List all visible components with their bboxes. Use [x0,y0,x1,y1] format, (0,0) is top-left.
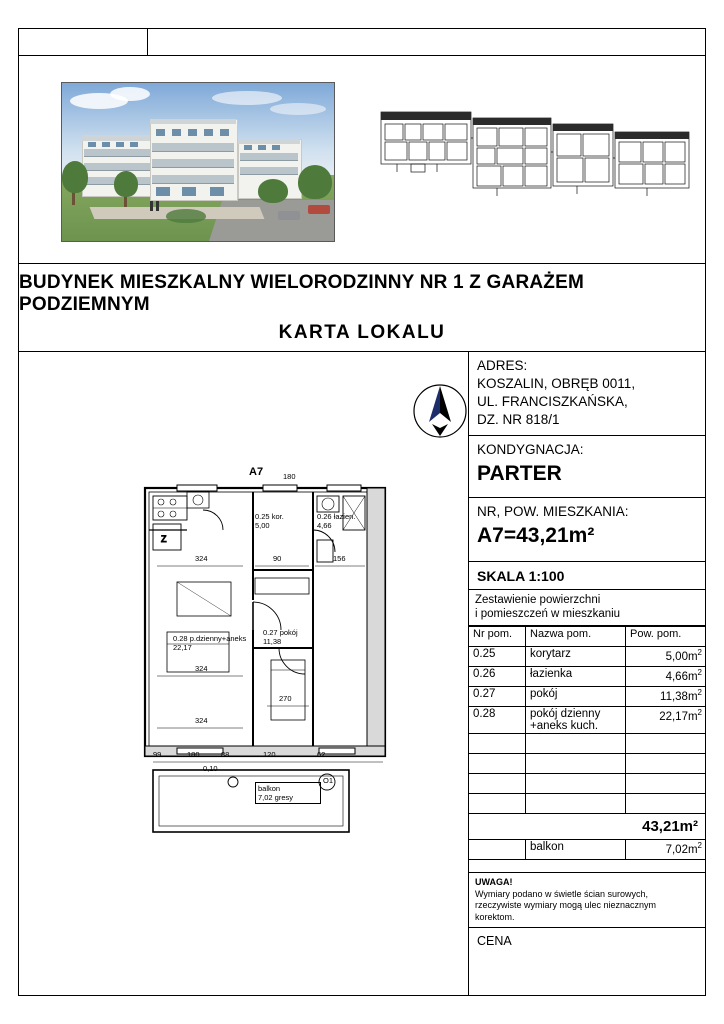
svg-text:Z: Z [161,534,167,544]
dim-0-10: 0,10 [203,764,218,773]
address-block [469,352,706,436]
window [272,145,280,150]
roof-edge [150,119,236,124]
table-row [469,794,706,814]
table-row [469,707,706,734]
address-line-1: KOSZALIN, OBRĘB 0011, [477,376,636,391]
roof-edge [238,139,300,144]
window [210,187,224,196]
dim-88: 88 [221,750,230,759]
window [220,129,229,136]
cloud-icon [110,87,150,101]
schedule-title-block [469,590,706,626]
building-visualisation [61,82,335,242]
scale-block [469,562,706,590]
cell-name: łazienka [526,667,626,687]
table-row [469,687,706,707]
cell-area: $11,38m^2$ [626,687,707,707]
apartment-floor-plan [27,466,457,970]
cloud-icon [270,103,326,115]
plan-unit-tag: A7 [249,466,264,478]
table-row [469,734,706,754]
total-area-value: 43,21m² [469,814,706,840]
dim-156: 156 [333,554,346,563]
balcony-blank [469,840,526,860]
balcony-band [152,175,234,184]
roof-edge [82,135,152,141]
window [130,142,138,147]
shrub-icon [166,209,206,223]
note-heading: UWAGA! [475,877,513,887]
cloud-icon [212,91,282,105]
rooms-table [469,626,706,814]
marker-o1: O1 [323,776,334,785]
floor-plan-svg [27,470,457,970]
person-figure [156,201,159,211]
dim-180-a: 180 [187,750,200,759]
tree-icon [298,165,332,199]
cell-number: 0.26 [469,667,526,687]
dim-180-b: 180 [283,472,296,481]
balcony-label: balkon 7,02 gresy [255,782,321,804]
cell-area [626,734,707,754]
unit-value: A7=43,21m² [477,524,595,547]
floor-label: KONDYGNACJA: [477,442,584,457]
cell-number: 0.27 [469,687,526,707]
floor-block [469,436,706,498]
price-block: CENA [477,934,512,948]
address-line-3: DZ. NR 818/1 [477,412,560,427]
cell-number [469,794,526,814]
cell-area [626,794,707,814]
window [188,129,197,136]
car [308,205,330,214]
dim-270: 270 [279,694,292,703]
window [204,129,213,136]
table-row [469,754,706,774]
note-line-3: korektom. [475,911,515,922]
dim-120: 120 [263,750,276,759]
cell-name: pokój dzienny +aneks kuch. [526,707,626,734]
header-strip [18,28,706,56]
cell-name: korytarz [526,647,626,667]
dim-324-a: 324 [195,554,208,563]
car [278,211,300,220]
cell-name [526,794,626,814]
dim-99: 99 [153,750,162,759]
cell-number [469,754,526,774]
dim-324-c: 324 [195,716,208,725]
note-line-2: rzeczywiste wymiary mogą ulec nieznacznym [475,900,657,910]
schedule-title-line2: i pomieszczeń w mieszkaniu [475,608,621,620]
title-block [18,264,706,352]
cell-name [526,774,626,794]
balcony-band [240,153,298,161]
balcony-table [469,840,706,860]
cell-number: 0.25 [469,647,526,667]
cell-number [469,734,526,754]
tree-icon [62,161,88,193]
th-name: Nazwa pom. [526,627,626,647]
balcony-row [469,840,706,860]
window [172,129,181,136]
window [156,187,170,196]
header-divider [147,29,148,55]
table-row [469,647,706,667]
cell-area: $22,17m^2$ [626,707,707,734]
unit-label: NR, POW. MIESZKANIA: [477,504,629,519]
images-row [18,56,706,264]
dim-324-b: 324 [195,664,208,673]
room-label-0-26: 0.26 łazien. 4,66 [317,512,356,530]
window [182,187,196,196]
window [244,145,252,150]
balcony-area: $7,02m^2$ [626,840,707,860]
balcony-band [152,143,234,152]
cell-name [526,734,626,754]
room-label-0-27: 0.27 pokój 11,38 [263,628,298,646]
th-number: Nr pom. [469,627,526,647]
address-line-2: UL. FRANCISZKAŃSKA, [477,394,628,409]
cell-name: pokój [526,687,626,707]
table-row [469,667,706,687]
window [258,145,266,150]
window [102,142,110,147]
info-column [469,352,706,976]
north-compass-icon [411,382,469,440]
main-body [18,352,706,996]
balcony-band [240,167,298,175]
site-plan-drawing [377,102,693,220]
document-title-line1: BUDYNEK MIESZKALNY WIELORODZINNY NR 1 Z GARAŻEM PODZIEMNYM [19,271,584,315]
room-label-0-25: 0.25 kor. 5,00 [255,512,284,530]
room-label-0-28: 0.28 p.dzienny+aneks 22,17 [173,634,247,652]
window [88,142,96,147]
window [156,129,165,136]
dim-90: 90 [273,554,282,563]
document-title-line2: KARTA LOKALU [278,321,446,343]
balcony-label: balkon [526,840,626,860]
schedule-title-line1: Zestawienie powierzchni [475,594,601,606]
balcony-band [84,149,150,157]
window [116,142,124,147]
site-plan-svg [377,102,693,220]
unit-block [469,498,706,562]
address-label: ADRES: [477,358,528,373]
balcony-band [152,159,234,168]
person-figure [150,201,153,211]
note-block [469,873,706,928]
th-area: Pow. pom. [626,627,707,647]
cell-number [469,774,526,794]
shrub-icon [258,179,288,203]
floor-value: PARTER [477,462,562,485]
scale-value: SKALA 1:100 [477,568,565,584]
cell-name [526,754,626,774]
balcony-band [84,163,150,171]
tree-icon [114,171,138,197]
note-line-1: Wymiary podano w świetle ścian surowych, [475,888,648,899]
cell-area [626,754,707,774]
table-header-row [469,627,706,647]
cell-area: $4,66m^2$ [626,667,707,687]
cell-area: $5,00m^2$ [626,647,707,667]
spacer-row [469,860,706,873]
cell-area [626,774,707,794]
table-row [469,774,706,794]
dim-62: 62 [317,750,326,759]
cell-number: 0.28 [469,707,526,734]
